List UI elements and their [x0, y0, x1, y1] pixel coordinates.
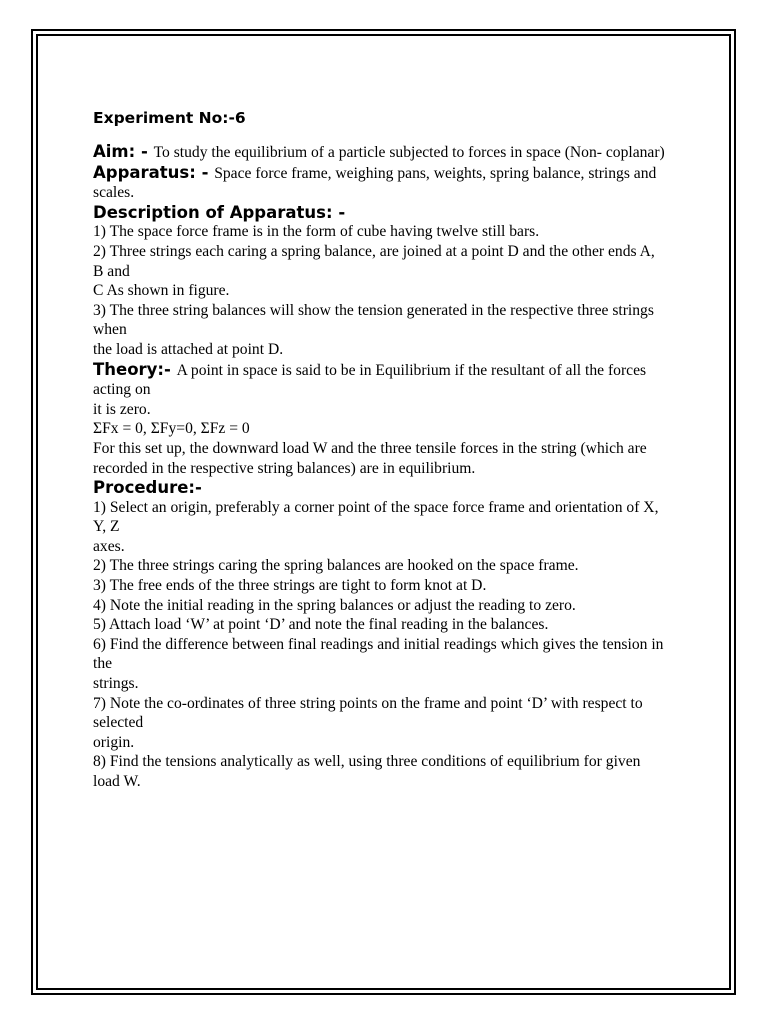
- procedure-step: 7) Note the co-ordinates of three string points on the frame and point ‘D’ with respect to selected: [93, 694, 647, 732]
- description-line: the load is attached at point D.: [93, 340, 284, 358]
- document-body: [93, 108, 668, 792]
- theory-section: [93, 360, 668, 479]
- procedure-step: 3) The free ends of the three strings are tight to form knot at D.: [93, 577, 487, 595]
- description-heading: Description of Apparatus: -: [93, 202, 346, 222]
- theory-heading: Theory:-: [93, 359, 177, 379]
- procedure-step: 5) Attach load ‘W’ at point ‘D’ and note the final reading in the balances.: [93, 616, 549, 634]
- procedure-step: 4) Note the initial reading in the spring balances or adjust the reading to zero.: [93, 596, 576, 614]
- theory-intro: [93, 360, 668, 400]
- equilibrium-equations: ΣFx = 0, ΣFy=0, ΣFz = 0: [93, 420, 250, 438]
- procedure-step: 2) The three strings caring the spring balances are hooked on the space frame.: [93, 557, 579, 575]
- procedure-section: [93, 478, 668, 792]
- apparatus-heading: Apparatus: -: [93, 162, 215, 182]
- procedure-heading: Procedure:-: [93, 478, 202, 498]
- apparatus-text: Space force frame, weighing pans, weights, spring balance, strings and scales.: [93, 164, 657, 202]
- description-line: 3) The three string balances will show the tension generated in the respective three strings when: [93, 301, 658, 339]
- procedure-step: 6) Find the difference between final readings and initial readings which gives the tension in the: [93, 635, 668, 673]
- experiment-title: Experiment No:-6: [93, 109, 246, 127]
- aim-heading: Aim: -: [93, 142, 154, 161]
- procedure-step: 8) Find the tensions analytically as well, using three conditions of equilibrium for given load W.: [93, 753, 645, 790]
- theory-line: recorded in the respective string balances) are in equilibrium.: [93, 459, 476, 477]
- procedure-step: 1) Select an origin, preferably a corner point of the space force frame and orientation of X, Y, Z: [93, 498, 662, 536]
- description-line: C As shown in figure.: [93, 282, 230, 300]
- aim-section: [93, 142, 668, 163]
- theory-line: For this set up, the downward load W and the three tensile forces in the string (which are: [93, 439, 647, 457]
- description-section: [93, 203, 668, 360]
- procedure-step: axes.: [93, 537, 125, 555]
- procedure-step: origin.: [93, 733, 135, 751]
- theory-line: it is zero.: [93, 400, 151, 418]
- description-line: 1) The space force frame is in the form of cube having twelve still bars.: [93, 223, 540, 241]
- aim-text: To study the equilibrium of a particle subjected to forces in space (Non- coplanar): [153, 144, 665, 161]
- description-line: 2) Three strings each caring a spring balance, are joined at a point D and the other ends A, B and: [93, 242, 659, 280]
- procedure-step: strings.: [93, 675, 139, 693]
- theory-text: A point in space is said to be in Equilibrium if the resultant of all the forces acting on: [93, 361, 647, 399]
- apparatus-section: [93, 163, 668, 203]
